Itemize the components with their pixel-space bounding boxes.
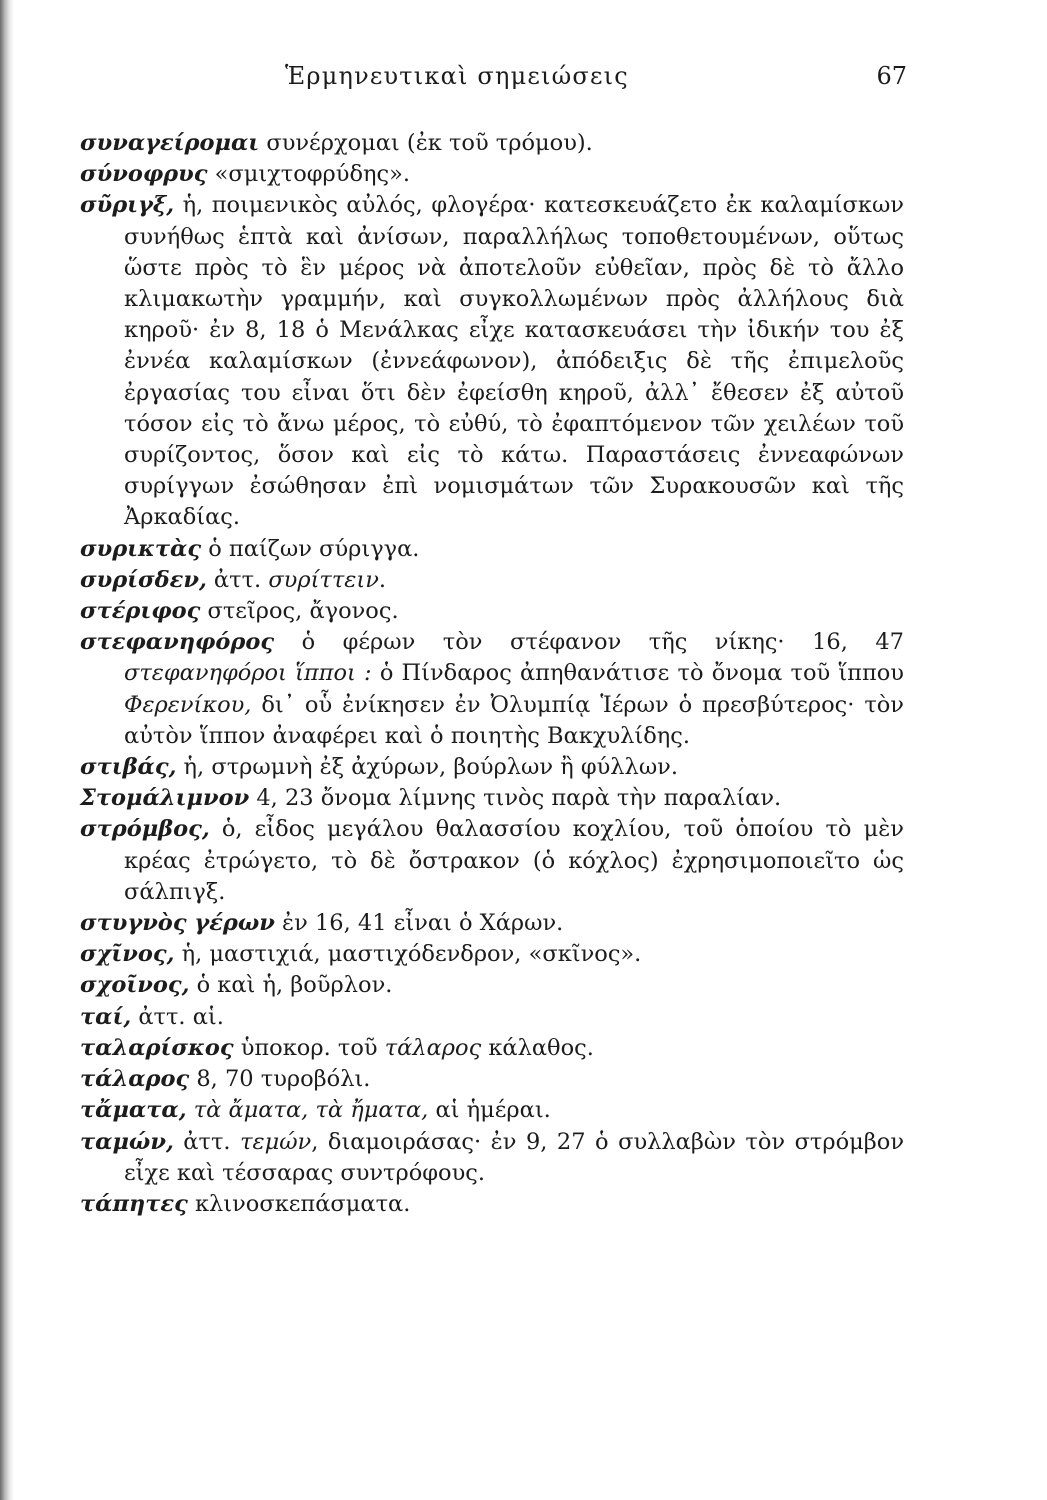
glossary-entry — [80, 1064, 904, 1095]
glossary-list — [80, 128, 904, 1220]
definition-cont: , διαμοιράσας· ἐν 9, 27 ὁ συλλαβὼν τὸν στρόμβον εἶχε καὶ τέσσαρας συντρόφους. — [124, 1128, 905, 1186]
glossary-entry — [80, 814, 904, 908]
glossary-entry — [80, 159, 904, 190]
definition-cont: . — [378, 566, 387, 593]
glossary-entry — [80, 128, 904, 159]
glossary-entry — [80, 970, 904, 1001]
definition: συνέρχομαι (ἐκ τοῦ τρόμου). — [259, 130, 593, 156]
glossary-entry — [80, 783, 904, 814]
headword: στυγνὸς γέρων — [80, 910, 275, 937]
headword: Στομάλιμνον — [80, 785, 250, 812]
headword: συναγείρομαι — [80, 130, 260, 156]
headword: σῦριγξ, — [80, 192, 175, 219]
glossary-entry — [80, 565, 904, 596]
definition-italic: τὰ ἄματα, τὰ ἤματα, — [193, 1097, 429, 1124]
glossary-entry — [80, 1189, 904, 1220]
headword: ταί, — [80, 1003, 132, 1030]
glossary-entry — [80, 1033, 904, 1064]
definition — [187, 1097, 194, 1123]
headword: τάπητες — [80, 1190, 188, 1217]
headword: στεφανηφόρος — [80, 629, 275, 656]
headword: στέριφος — [80, 598, 201, 625]
running-title: Ἑρμηνευτικαὶ σημειώσεις — [285, 62, 629, 90]
glossary-entry — [80, 596, 904, 627]
definition: 4, 23 ὄνομα λίμνης τινὸς παρὰ τὴν παραλίαν. — [249, 785, 782, 812]
definition: ὑποκορ. τοῦ — [233, 1034, 385, 1061]
definition: 8, 70 τυροβόλι. — [189, 1066, 371, 1093]
headword: σχοῖνος, — [80, 972, 190, 999]
definition-cont: ὁ Πίνδαρος ἀπηθανάτισε τὸ ὄνομα τοῦ ἵππου — [371, 660, 904, 687]
definition: κλινοσκεπάσματα. — [187, 1190, 411, 1217]
glossary-entry — [80, 752, 904, 783]
definition-italic: στεφανηφόροι ἵπποι : — [124, 660, 372, 687]
glossary-entry — [80, 190, 904, 533]
definition: ἀττ. — [173, 1128, 241, 1155]
definition: ὁ παίζων σύριγγα. — [201, 535, 420, 562]
glossary-entry — [80, 1127, 904, 1189]
definition-italic: τεμών — [240, 1128, 312, 1155]
definition: ἡ, μαστιχιά, μαστιχόδενδρον, «σκῖνος». — [174, 941, 642, 968]
glossary-entry — [80, 534, 904, 565]
glossary-entry — [80, 627, 904, 752]
definition-italic: τάλαρος — [384, 1034, 482, 1061]
headword: ταμών, — [80, 1128, 174, 1155]
definition: στεῖρος, ἄγονος. — [200, 598, 399, 625]
definition-italic-2: Φερενίκου, — [124, 691, 252, 718]
binding-gutter — [0, 0, 14, 1500]
glossary-entry — [80, 939, 904, 970]
page-header — [80, 62, 907, 98]
glossary-entry — [80, 1002, 904, 1033]
definition: ὁ, εἶδος μεγάλου θαλασσίου κοχλίου, τοῦ ὁποίου τὸ μὲν κρέας ἐτρώγετο, τὸ δὲ ὄστρακον (ὁ κόχλος) ἐχρησιμοποιεῖτο ὡς σάλπιγξ. — [124, 816, 904, 905]
definition: «σμιχτοφρύδης». — [207, 161, 411, 188]
definition: ἡ, ποιμενικὸς αὐλός, φλογέρα· κατεσκευάζετο ἐκ καλαμίσκων συνήθως ἑπτὰ καὶ ἀνίσων, παραλλήλως τοποθετουμένων, οὕτως ὥστε πρὸς τὸ ἓν μέρος νὰ ἀποτελοῦν εὐθεῖαν, πρὸς δὲ τὸ ἄλλο κλιμακωτὴν γραμμήν, καὶ συγκολλωμένων πρὸς ἀλλήλους διὰ κηροῦ· ἐν 8, 18 ὁ Μενάλκας εἶχε κατασκευάσει τὴν ἰδικήν του ἐξ ἐννέα καλαμίσκων (ἐννεάφωνον), ἀπόδειξις δὲ τῆς ἐπιμελοῦς ἐργασίας του εἶναι ὅτι δὲν ἐφείσθη κηροῦ, ἀλλ᾽ ἔθεσεν ἐξ αὐτοῦ τόσον εἰς τὸ ἄνω μέρος, τὸ εὐθύ, τὸ ἐφαπτόμενον τῶν χειλέων τοῦ συρίζοντος, ὅσον καὶ εἰς τὸ κάτω. Παραστάσεις ἐννεαφώνων συρίγγων ἐσώθησαν ἐπὶ νομισμάτων τῶν Συρακουσῶν καὶ τῆς Ἀρκαδίας. — [124, 192, 904, 531]
definition: ὁ φέρων τὸν στέφανον τῆς νίκης· 16, 47 — [274, 629, 904, 656]
definition: ἐν 16, 41 εἶναι ὁ Χάρων. — [274, 910, 564, 937]
headword: στιβάς, — [80, 754, 177, 781]
definition-italic: συρίττειν — [268, 566, 379, 593]
headword: τάλαρος — [80, 1066, 190, 1093]
definition: ἡ, στρωμνὴ ἐξ ἀχύρων, βούρλων ἢ φύλλων. — [176, 754, 678, 781]
headword: σχῖνος, — [80, 941, 175, 968]
definition: ἀττ. — [206, 566, 269, 593]
page-number: 67 — [876, 62, 907, 90]
definition: ἀττ. αἱ. — [131, 1003, 224, 1030]
headword: τἄματα, — [80, 1097, 187, 1124]
definition-cont-2: δι᾽ οὗ ἐνίκησεν ἐν Ὀλυμπίᾳ Ἱέρων ὁ πρεσβύτερος· τὸν αὐτὸν ἵππον ἀναφέρει καὶ ὁ ποιητὴς Βακχυλίδης. — [124, 691, 904, 749]
glossary-entry — [80, 1095, 904, 1126]
definition: ὁ καὶ ἡ, βοῦρλον. — [189, 972, 393, 999]
headword: σύνοφρυς — [80, 161, 208, 188]
headword: ταλαρίσκος — [80, 1034, 234, 1061]
glossary-entry — [80, 908, 904, 939]
headword: συρικτὰς — [80, 535, 202, 562]
headword: στρόμβος, — [80, 816, 210, 843]
headword: συρίσδεν, — [80, 566, 207, 593]
definition-cont: κάλαθος. — [481, 1034, 594, 1061]
definition-cont: αἱ ἡμέραι. — [428, 1097, 551, 1124]
